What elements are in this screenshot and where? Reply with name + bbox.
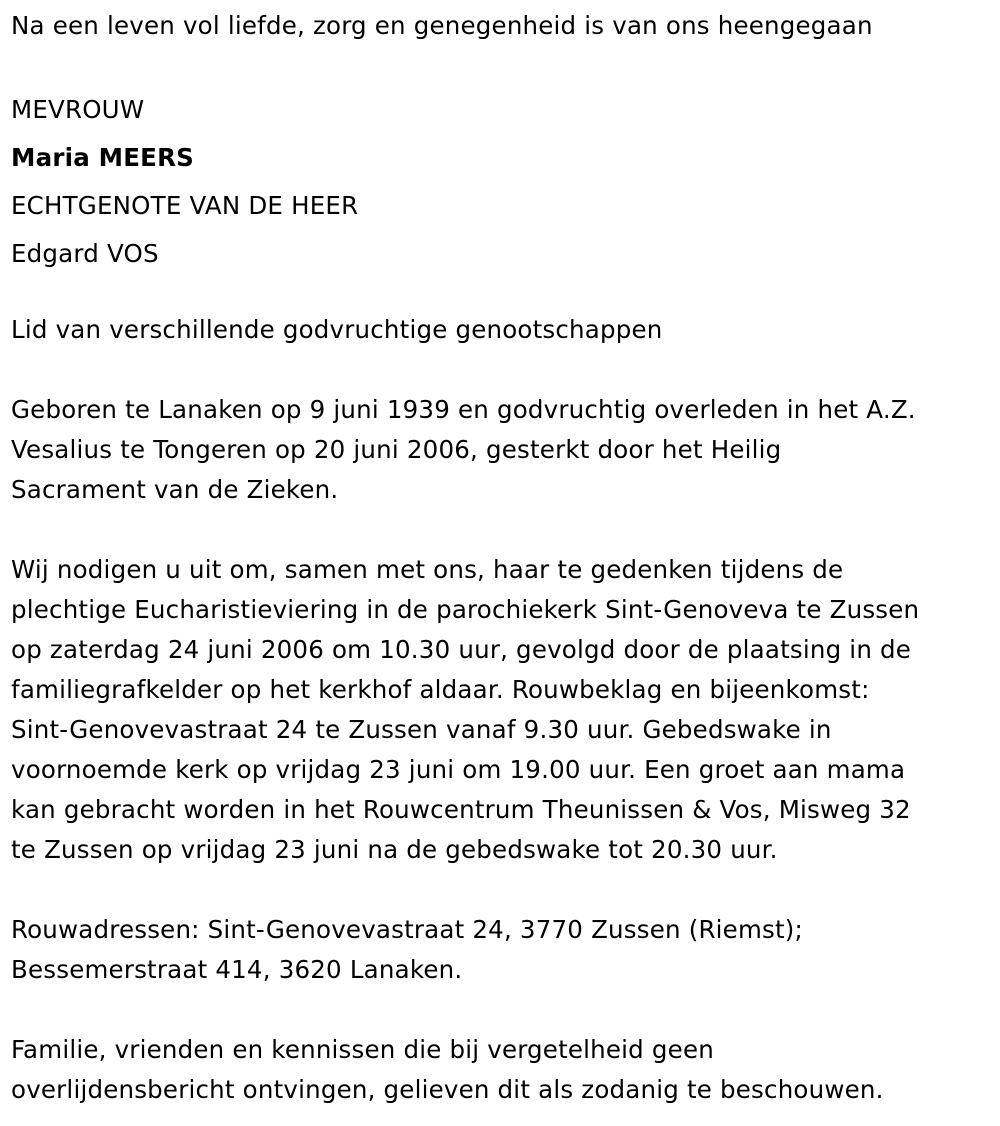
membership-text: Lid van verschillende godvruchtige genootschappen bbox=[11, 315, 663, 344]
paragraph-line: te Zussen op vrijdag 23 juni na de gebedswake tot 20.30 uur. bbox=[11, 835, 778, 864]
spacer bbox=[11, 278, 1000, 310]
spacer bbox=[11, 350, 1000, 390]
paragraph-line: Geboren te Lanaken op 9 juni 1939 en godvruchtig overleden in het A.Z. bbox=[11, 395, 916, 424]
paragraph-line: Sint-Genovevastraat 24 te Zussen vanaf 9.30 uur. Gebedswake in bbox=[11, 715, 832, 744]
spouse-name: Edgard VOS bbox=[11, 239, 159, 268]
paragraph-line: Bessemerstraat 414, 3620 Lanaken. bbox=[11, 955, 463, 984]
paragraph-line: Rouwadressen: Sint-Genovevastraat 24, 3770 Zussen (Riemst); bbox=[11, 915, 804, 944]
paragraph-line: Familie, vrienden en kennissen die bij vergetelheid geen bbox=[11, 1035, 714, 1064]
paragraph-line: Sacrament van de Zieken. bbox=[11, 475, 339, 504]
relation-text: ECHTGENOTE VAN DE HEER bbox=[11, 191, 359, 220]
spacer bbox=[11, 990, 1000, 1030]
address-paragraph bbox=[11, 910, 1000, 990]
paragraph-line: familiegrafkelder op het kerkhof aldaar. Rouwbeklag en bijeenkomst: bbox=[11, 675, 870, 704]
honorific-text: MEVROUW bbox=[11, 95, 145, 124]
paragraph-line: Vesalius te Tongeren op 20 juni 2006, gesterkt door het Heilig bbox=[11, 435, 782, 464]
paragraph-line: plechtige Eucharistieviering in de parochiekerk Sint-Genoveva te Zussen bbox=[11, 595, 920, 624]
invitation-paragraph bbox=[11, 550, 1000, 870]
spacer bbox=[11, 510, 1000, 550]
paragraph-line: voornoemde kerk op vrijdag 23 juni om 19.00 uur. Een groet aan mama bbox=[11, 755, 906, 784]
intro-text: Na een leven vol liefde, zorg en genegenheid is van ons heengegaan bbox=[11, 11, 873, 40]
paragraph-line: op zaterdag 24 juni 2006 om 10.30 uur, gevolgd door de plaatsing in de bbox=[11, 635, 912, 664]
spacer bbox=[11, 870, 1000, 910]
birth-death-paragraph bbox=[11, 390, 1000, 510]
paragraph-line: overlijdensbericht ontvingen, gelieven dit als zodanig te beschouwen. bbox=[11, 1075, 884, 1104]
deceased-name: Maria MEERS bbox=[11, 143, 195, 172]
deceased-heading bbox=[11, 86, 1000, 278]
paragraph-line: kan gebracht worden in het Rouwcentrum Theunissen & Vos, Misweg 32 bbox=[11, 795, 911, 824]
spacer bbox=[11, 46, 1000, 86]
closing-paragraph bbox=[11, 1030, 1000, 1110]
paragraph-line: Wij nodigen u uit om, samen met ons, haar te gedenken tijdens de bbox=[11, 555, 844, 584]
